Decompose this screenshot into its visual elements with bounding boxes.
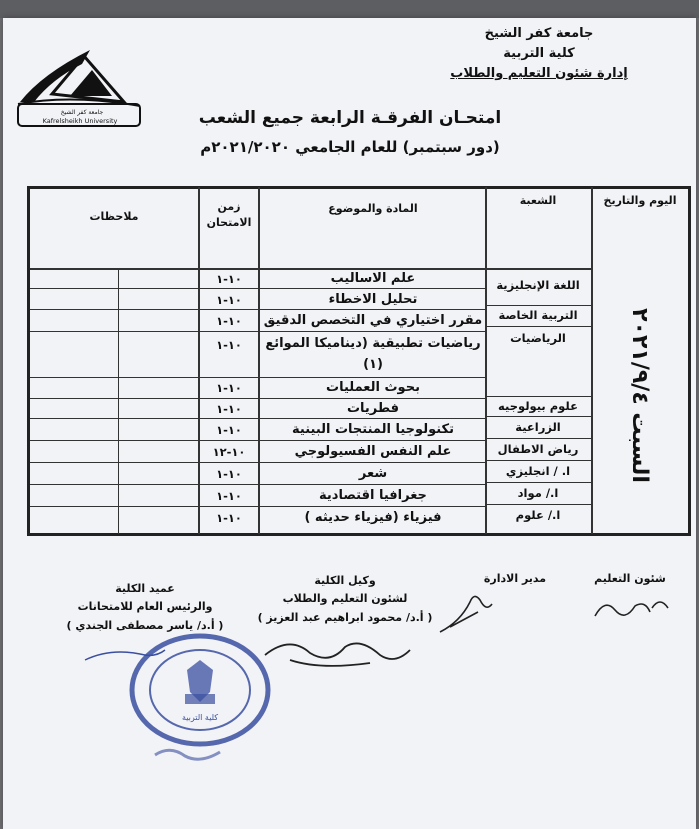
row-divider [486, 416, 591, 417]
row-divider [486, 438, 591, 439]
division-cell: ا. / انجليزي [505, 464, 571, 478]
row-divider [30, 331, 485, 332]
time-cell: ١٠-١٢ [212, 445, 246, 459]
time-cell: ١٠-١ [216, 272, 242, 286]
department-name: إدارة شئون التعليم والطلاب [450, 66, 628, 81]
stamp-text: كلية التربية [181, 713, 219, 722]
time-cell: ١٠-١ [216, 402, 242, 416]
exam-day-date: السبت ٢٠٢١/٩/٤ [626, 307, 652, 483]
row-divider [30, 418, 485, 419]
row-divider [30, 440, 485, 441]
manager-signature-title: مدير الادارة [483, 572, 547, 585]
exam-session: (دور سبتمبر) للعام الجامعي ٢٠٢١/٢٠٢٠م [200, 138, 500, 156]
subject-cell: بحوث العمليات [326, 380, 420, 395]
row-divider [30, 484, 485, 485]
subject-cell: تحليل الاخطاء [328, 292, 418, 307]
division-cell: ا./ مواد [517, 486, 559, 500]
university-name: جامعة كفر الشيخ [484, 26, 594, 41]
dean-name: ( أ.د/ ياسر مصطفى الجندي ) [66, 619, 224, 632]
row-divider [486, 326, 591, 327]
time-cell: ١٠-١ [216, 489, 242, 503]
row-divider [30, 377, 485, 378]
header-notes: ملاحظات [89, 210, 139, 223]
time-cell: ١٠-١ [216, 338, 242, 352]
affairs-signature-title: شئون التعليم [594, 572, 666, 585]
header-subject: المادة والموضوع [328, 202, 418, 215]
vice-dean-name: ( أ.د/ محمود ابراهيم عبد العزيز ) [257, 611, 433, 624]
col-divider [198, 187, 200, 534]
row-divider [486, 460, 591, 461]
col-divider [258, 187, 260, 534]
time-cell: ١٠-١ [216, 381, 242, 395]
division-cell: اللغة الإنجليزية [496, 278, 580, 292]
row-divider [30, 462, 485, 463]
subject-cell: فطريات [346, 401, 400, 416]
time-cell: ١٠-١ [216, 467, 242, 481]
background-strip [0, 0, 699, 18]
vice-dean-title-l2: لشئون التعليم والطلاب [282, 592, 408, 605]
row-divider [30, 268, 592, 270]
col-divider [591, 187, 593, 534]
stamp-smudge [150, 740, 230, 770]
dean-title-l1: عميد الكلية [115, 582, 175, 595]
subject-cell: جغرافيا اقتصادية [319, 488, 427, 503]
division-cell: الرياضيات [510, 331, 566, 345]
header-duration-l2: الامتحان [206, 216, 252, 229]
time-cell: ١٠-١ [216, 423, 242, 437]
subject-cell: فيزياء (فيزياء حديثه ) [304, 510, 442, 525]
division-cell: التربية الخاصة [498, 308, 578, 322]
row-divider [30, 398, 485, 399]
subject-cell: مقرر اختياري في التخصص الدقيق [263, 313, 483, 328]
row-divider [30, 309, 485, 310]
vice-dean-signature-scribble [250, 625, 420, 675]
row-divider [486, 396, 591, 397]
subject-cell: علم النفس الفسيولوجي [294, 444, 452, 459]
division-cell: رياض الاطفال [497, 442, 579, 456]
row-divider [486, 482, 591, 483]
row-divider [30, 506, 485, 507]
subject-cell: علم الاساليب [330, 271, 416, 286]
university-logo [12, 34, 142, 134]
manager-signature-scribble [430, 582, 500, 642]
faculty-name: كلية التربية [503, 46, 575, 61]
division-cell: ا./ علوم [515, 508, 561, 522]
time-cell: ١٠-١ [216, 314, 242, 328]
division-cell: علوم بيولوجيه [498, 399, 578, 413]
institution-header [429, 24, 649, 84]
row-divider [486, 305, 591, 306]
row-divider [30, 288, 485, 289]
subject-cell: رياضيات تطبيقية (ديناميكا الموائع [265, 336, 481, 351]
time-cell: ١٠-١ [216, 293, 242, 307]
header-division: الشعبة [519, 194, 557, 207]
header-day-date: اليوم والتاريخ [603, 194, 677, 207]
vice-dean-title-l1: وكيل الكلية [314, 574, 376, 587]
subject-cell: تكنولوجيا المنتجات البينية [292, 422, 454, 437]
dean-title-l2: والرئيس العام للامتحانات [77, 600, 213, 613]
row-divider [486, 504, 591, 505]
official-stamp [125, 630, 275, 750]
division-cell: الزراعية [515, 420, 561, 434]
time-cell: ١٠-١ [216, 511, 242, 525]
affairs-signature-scribble [590, 588, 680, 628]
exam-title: امتحـان الفرقـة الرابعة جميع الشعب [198, 108, 502, 128]
logo-latin-text: Kafrelsheikh University [42, 117, 118, 125]
subject-cell: شعر [358, 466, 388, 481]
subject-cell-cont: (١) [363, 357, 383, 372]
header-duration-l1: زمن [217, 200, 241, 213]
logo-arabic-text: جامعة كفر الشيخ [60, 109, 104, 116]
